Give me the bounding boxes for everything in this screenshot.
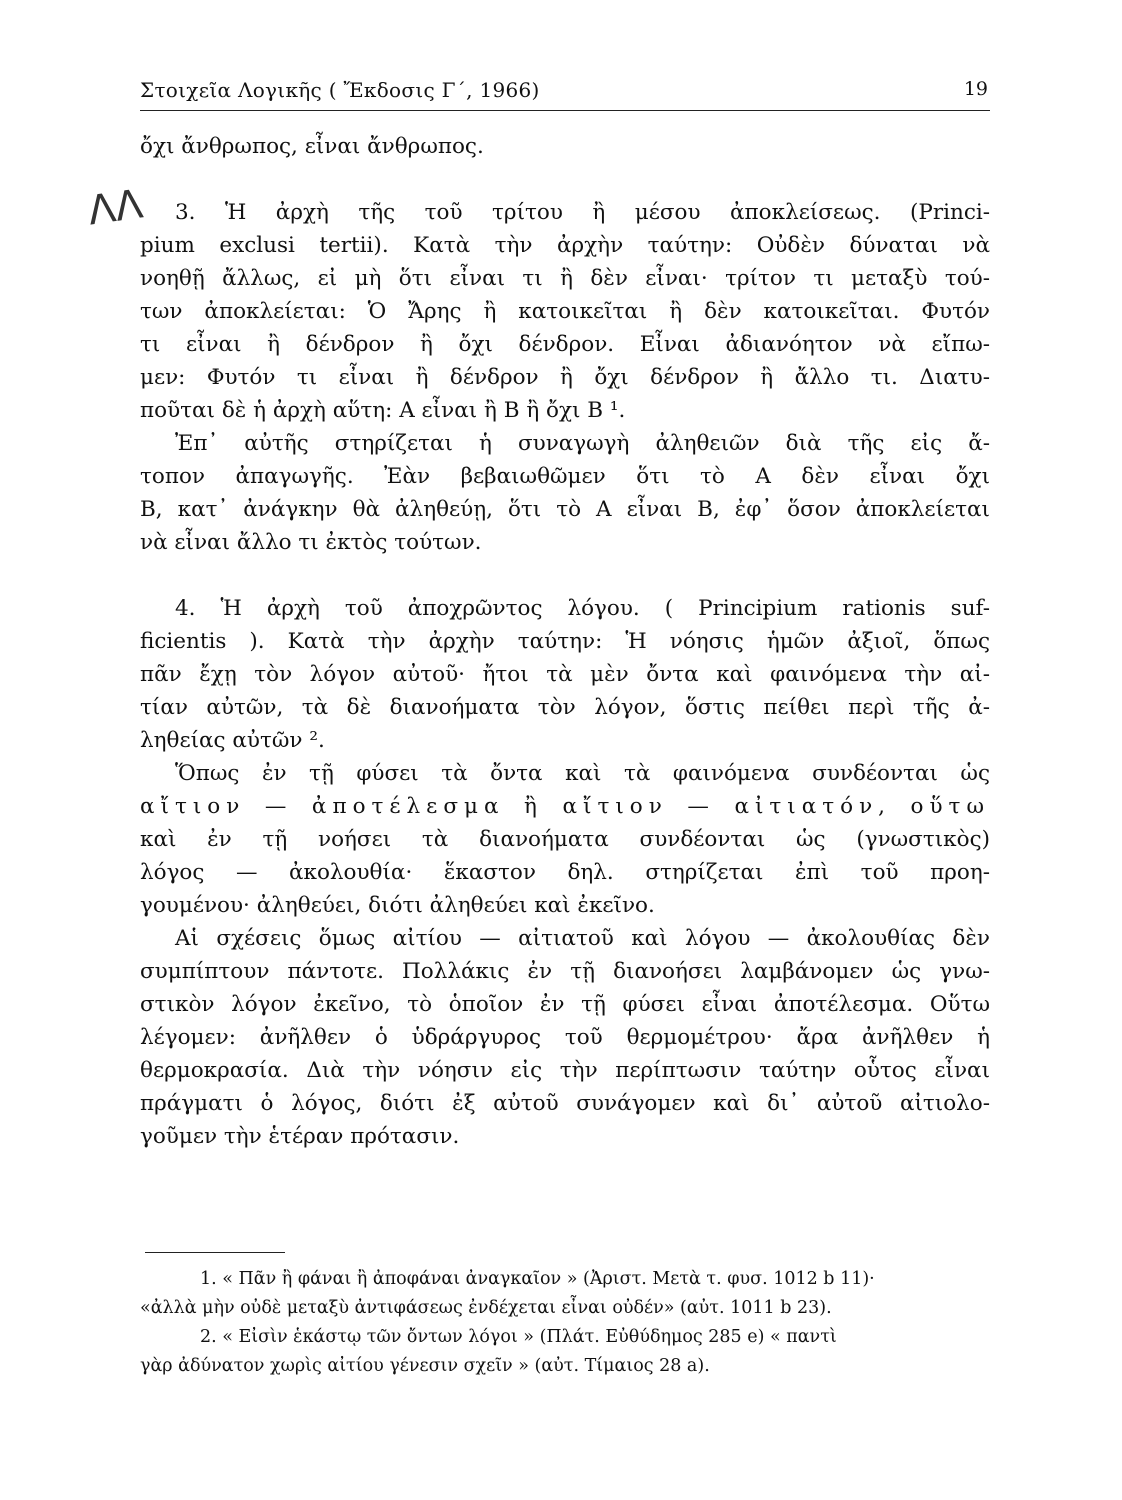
footnote-1-cont: «ἀλλὰ μὴν οὐδὲ μεταξὺ ἀντιφάσεως ἐνδέχεται εἶναι οὐδέν» (αὐτ. 1011 b 23).	[140, 1298, 832, 1318]
body-line: λόγος — ἀκολουθία· ἕκαστον δηλ. στηρίζεται ἐπὶ τοῦ προη-	[140, 860, 990, 885]
section-4-heading: 4. Ἡ ἀρχὴ τοῦ ἀποχρῶντος λόγου. ( Principium rationis suf-	[175, 596, 990, 621]
body-line: ποῦται δὲ ἡ ἀρχὴ αὕτη: Α εἶναι ἢ Β ἢ ὄχι Β ¹.	[140, 398, 626, 423]
body-line: νὰ εἶναι ἄλλο τι ἐκτὸς τούτων.	[140, 530, 482, 555]
body-line: θερμοκρασία. Διὰ τὴν νόησιν εἰς τὴν περίπτωσιν ταύτην οὗτος εἶναι	[140, 1058, 990, 1083]
body-line: των ἀποκλείεται: Ὁ Ἄρης ἢ κατοικεῖται ἢ δὲν κατοικεῖται. Φυτόν	[140, 299, 990, 324]
body-line: στικὸν λόγον ἐκεῖνο, τὸ ὁποῖον ἐν τῇ φύσει εἶναι ἀποτέλεσμα. Οὕτω	[140, 992, 990, 1017]
footnote-2: 2. « Εἰσὶν ἑκάστῳ τῶν ὄντων λόγοι » (Πλάτ. Εὐθύδημος 285 e) « παντὶ	[200, 1327, 837, 1347]
body-line: Ὅπως ἐν τῇ φύσει τὰ ὄντα καὶ τὰ φαινόμενα συνδέονται ὡς	[175, 761, 990, 786]
body-line: Αἱ σχέσεις ὅμως αἰτίου — αἰτιατοῦ καὶ λόγου — ἀκολουθίας δὲν	[175, 926, 990, 951]
body-line: μεν: Φυτόν τι εἶναι ἢ δένδρον ἢ ὄχι δένδρον ἢ ἄλλο τι. Διατυ-	[140, 365, 990, 390]
body-line: pium exclusi tertii). Κατὰ τὴν ἀρχὴν ταύτην: Οὐδὲν δύναται νὰ	[140, 233, 990, 258]
body-line: τι εἶναι ἢ δένδρον ἢ ὄχι δένδρον. Εἶναι ἀδιανόητον νὰ εἴπω-	[140, 332, 990, 357]
footnote-1: 1. « Πᾶν ἢ φάναι ἢ ἀποφάναι ἀναγκαῖον » (Ἀριστ. Μετὰ τ. φυσ. 1012 b 11)·	[200, 1269, 875, 1289]
header-title: Στοιχεῖα Λογικῆς ( Ἔκδοσις Γ΄, 1966)	[140, 78, 540, 102]
body-line: ficientis ). Κατὰ τὴν ἀρχὴν ταύτην: Ἡ νόησις ἡμῶν ἀξιοῖ, ὅπως	[140, 629, 990, 654]
body-text	[140, 130, 990, 1153]
body-line: πράγματι ὁ λόγος, διότι ἐξ αὐτοῦ συνάγομεν καὶ δι᾽ αὐτοῦ αἰτιολο-	[140, 1091, 990, 1116]
section-3-heading: 3. Ἡ ἀρχὴ τῆς τοῦ τρίτου ἢ μέσου ἀποκλείσεως. (Princi-	[175, 200, 990, 225]
body-line: γοῦμεν τὴν ἑτέραν πρότασιν.	[140, 1124, 460, 1149]
body-line: Ἐπ᾽ αὐτῆς στηρίζεται ἡ συναγωγὴ ἀληθειῶν διὰ τῆς εἰς ἄ-	[175, 431, 990, 456]
footnotes	[140, 1265, 990, 1381]
body-line: ληθείας αὐτῶν ².	[140, 728, 325, 753]
body-line: καὶ ἐν τῇ νοήσει τὰ διανοήματα συνδέονται ὡς (γνωστικὸς)	[140, 827, 990, 852]
body-line: Β, κατ᾽ ἀνάγκην θὰ ἀληθεύῃ, ὅτι τὸ Α εἶναι Β, ἐφ᾽ ὅσον ἀποκλείεται	[140, 497, 990, 522]
body-line: τοπον ἀπαγωγῆς. Ἐὰν βεβαιωθῶμεν ὅτι τὸ Α δὲν εἶναι ὄχι	[140, 464, 990, 489]
body-line: πᾶν ἔχῃ τὸν λόγον αὐτοῦ· ἤτοι τὰ μὲν ὄντα καὶ φαινόμενα τὴν αἰ-	[140, 662, 990, 687]
body-line: συμπίπτουν πάντοτε. Πολλάκις ἐν τῇ διανοήσει λαμβάνομεν ὡς γνω-	[140, 959, 990, 984]
page-number: 19	[963, 78, 988, 100]
handwritten-margin-mark: ΛΛ	[85, 181, 146, 235]
footnote-2-cont: γὰρ ἀδύνατον χωρὶς αἰτίου γένεσιν σχεῖν » (αὐτ. Τίμαιος 28 a).	[140, 1356, 710, 1376]
body-line: ὄχι ἄνθρωπος, εἶναι ἄνθρωπος.	[140, 134, 484, 159]
body-line: λέγομεν: ἀνῆλθεν ὁ ὑδράργυρος τοῦ θερμομέτρου· ἄρα ἀνῆλθεν ἡ	[140, 1025, 990, 1050]
body-line: τίαν αὐτῶν, τὰ δὲ διανοήματα τὸν λόγον, ὅστις πείθει περὶ τῆς ἀ-	[140, 695, 990, 720]
body-line: αἴτιον — ἀποτέλεσμα ἢ αἴτιον — αἰτιατόν, οὕτω	[140, 794, 990, 819]
footnote-rule	[145, 1252, 285, 1253]
header-rule	[140, 110, 990, 111]
body-line: νοηθῇ ἄλλως, εἰ μὴ ὅτι εἶναι τι ἢ δὲν εἶναι· τρίτον τι μεταξὺ τού-	[140, 266, 990, 291]
running-header	[140, 78, 988, 108]
body-line: γουμένου· ἀληθεύει, διότι ἀληθεύει καὶ ἐκεῖνο.	[140, 893, 655, 918]
